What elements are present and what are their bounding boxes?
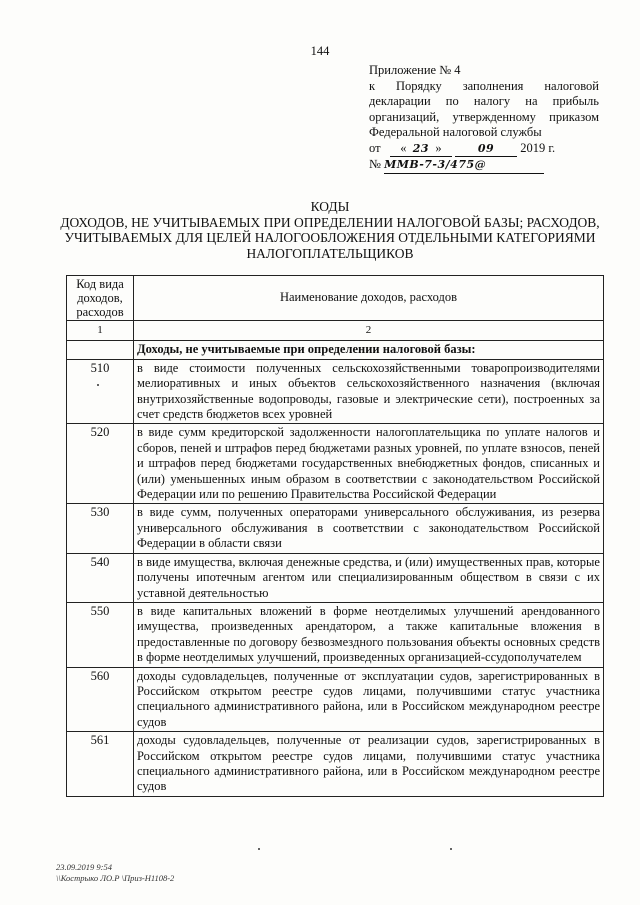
date-month-field bbox=[455, 141, 517, 158]
appendix-line: организаций, утвержденному приказом bbox=[369, 109, 599, 124]
date-close-quote: » bbox=[435, 140, 442, 155]
scan-speck bbox=[97, 384, 99, 386]
table-header-row bbox=[67, 276, 604, 321]
date-month: 09 bbox=[477, 141, 495, 155]
table-row bbox=[67, 732, 604, 797]
row-code: 560 bbox=[67, 667, 134, 732]
codes-table bbox=[66, 275, 604, 797]
header-code-line: Код вида bbox=[76, 277, 124, 291]
scan-speck bbox=[258, 848, 260, 850]
appendix-line: декларации по налогу на прибыль bbox=[369, 94, 599, 108]
table-row bbox=[67, 667, 604, 732]
date-open-quote: « bbox=[400, 140, 407, 155]
row-code: 530 bbox=[67, 504, 134, 553]
header-code bbox=[67, 276, 134, 321]
title-line: УЧИТЫВАЕМЫХ ДЛЯ ЦЕЛЕЙ НАЛОГООБЛОЖЕНИЯ ОТДЕЛЬНЫМИ КАТЕГОРИЯМИ bbox=[64, 230, 596, 245]
appendix-date bbox=[369, 141, 599, 158]
row-text: в виде капитальных вложений в форме неотделимых улучшений арендованного имущества, произведенных арендатором, а также капитальные вложения в предоставленные по договору безвозмездного пользования объекты основных средств в форме неотделимых улучшений, произведенных организацией-ссудополучателем bbox=[134, 602, 604, 667]
document-title bbox=[50, 199, 610, 261]
row-text: доходы судовладельцев, полученные от эксплуатации судов, зарегистрированных в Российском открытом реестре судов лицами, получившими статус участника специального административного района, или в Российском международном реестре судов bbox=[134, 667, 604, 732]
section-code-cell bbox=[67, 341, 134, 359]
table-row bbox=[67, 424, 604, 504]
order-number: ММВ-7-3/475@ bbox=[384, 157, 544, 174]
row-code: 510 bbox=[67, 359, 134, 424]
row-text: в виде имущества, включая денежные средства, и (или) имущественных прав, которые получены ипотечным агентом или специализированным обществом в связи с их уставной деятельностью bbox=[134, 553, 604, 602]
appendix-block bbox=[369, 63, 599, 174]
row-text: в виде сумм, полученных операторами универсального обслуживания, из резерва универсального обслуживания в соответствии с законодательством Российской Федерации в области связи bbox=[134, 504, 604, 553]
appendix-order-number bbox=[369, 157, 599, 174]
table-row bbox=[67, 553, 604, 602]
row-code: 561 bbox=[67, 732, 134, 797]
section-row bbox=[67, 341, 604, 359]
date-year: 2019 г. bbox=[520, 140, 556, 155]
appendix-line: к Порядку заполнения налоговой bbox=[369, 78, 599, 93]
header-code-line: расходов bbox=[76, 305, 124, 319]
table-row bbox=[67, 504, 604, 553]
row-code: 520 bbox=[67, 424, 134, 504]
number-prefix: № bbox=[369, 157, 381, 171]
appendix-line: Федеральной налоговой службы bbox=[369, 125, 542, 139]
table-row bbox=[67, 602, 604, 667]
print-footer bbox=[56, 862, 174, 884]
row-text: в виде сумм кредиторской задолженности налогоплательщика по уплате налогов и сборов, пеней и штрафов перед бюджетами разных уровней, по уплате взносов, пеней и штрафов перед бюджетами государственных внебюджетных фондов, списанных и (или) уменьшенных иным образом в соответствии с законодательством Российской Федерации или по решению Правительства Российской Федерации bbox=[134, 424, 604, 504]
row-text: в виде стоимости полученных сельскохозяйственными товаропроизводителями мелиоративных и иных объектов сельскохозяйственного назначения (включая внутрихозяйственные водопроводы, газовые и электрические сети), построенных за счет средств бюджетов всех уровней bbox=[134, 359, 604, 424]
header-code-line: доходов, bbox=[77, 291, 123, 305]
row-code: 550 bbox=[67, 602, 134, 667]
page-number: 144 bbox=[310, 44, 330, 58]
section-title: Доходы, не учитываемые при определении налоговой базы: bbox=[134, 341, 604, 359]
column-index-row bbox=[67, 321, 604, 341]
column-index: 1 bbox=[67, 321, 134, 341]
date-day: 23 bbox=[412, 141, 430, 155]
table-row bbox=[67, 359, 604, 424]
column-index: 2 bbox=[134, 321, 604, 341]
footer-timestamp: 23.09.2019 9:54 bbox=[56, 862, 112, 872]
row-code: 540 bbox=[67, 553, 134, 602]
appendix-title: Приложение № 4 bbox=[369, 63, 461, 77]
footer-path: \\Кострыко ЛО.Р \Приз-Н1108-2 bbox=[56, 873, 175, 883]
scan-speck bbox=[450, 848, 452, 850]
title-line: НАЛОГОПЛАТЕЛЬЩИКОВ bbox=[246, 245, 414, 261]
date-day-field bbox=[390, 141, 452, 158]
row-text: доходы судовладельцев, полученные от реализации судов, зарегистрированных в Российском открытом реестре судов лицами, получившими статус участника специального административного района, или в Российском международном реестре судов bbox=[134, 732, 604, 797]
header-name: Наименование доходов, расходов bbox=[134, 276, 604, 321]
date-prefix: от bbox=[369, 140, 381, 155]
title-line: КОДЫ bbox=[310, 199, 350, 214]
title-line: ДОХОДОВ, НЕ УЧИТЫВАЕМЫХ ПРИ ОПРЕДЕЛЕНИИ НАЛОГОВОЙ БАЗЫ; РАСХОДОВ, bbox=[60, 214, 600, 230]
